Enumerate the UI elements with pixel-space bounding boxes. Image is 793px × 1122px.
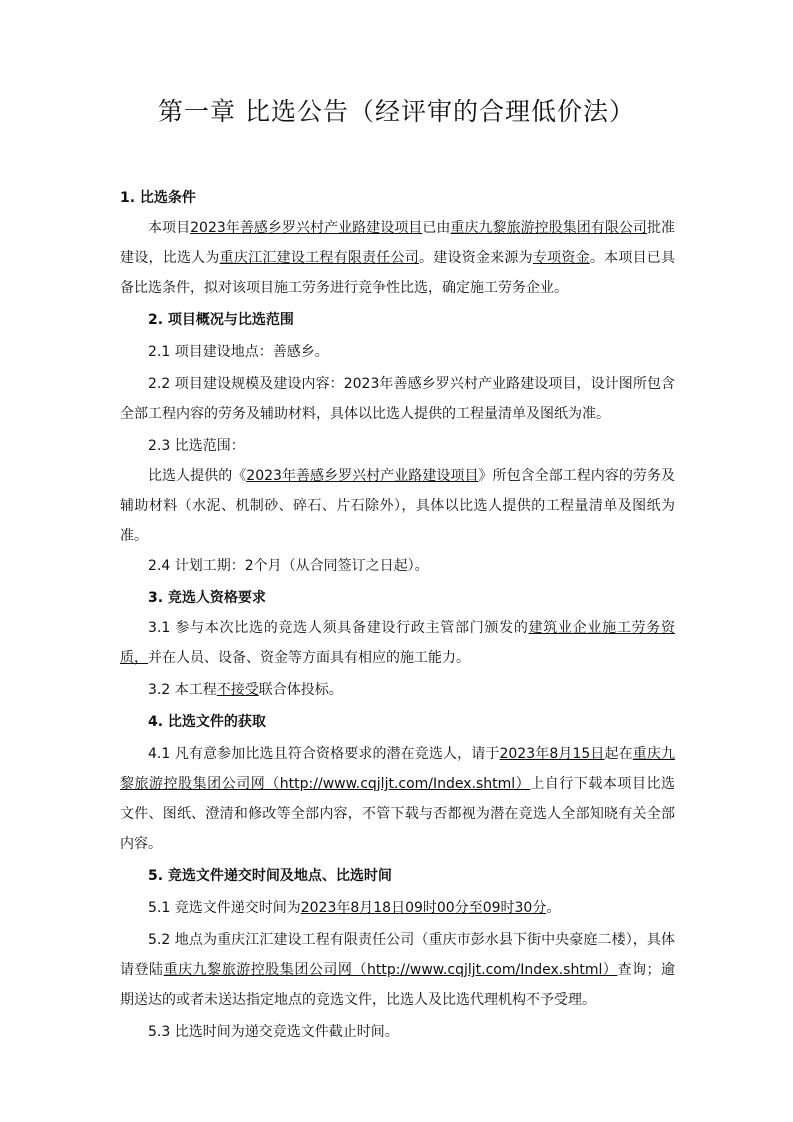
section-5-3: 5.3 比选时间为递交竞选文件截止时间。 <box>148 1024 399 1040</box>
section-4-heading: 4. 比选文件的获取 <box>148 714 266 730</box>
section-2-1: 2.1 项目建设地点：善感乡。 <box>148 344 329 360</box>
section-1-heading: 1. 比选条件 <box>120 190 196 206</box>
section-4-1: 4.1 凡有意参加比选且符合资格要求的潜在竞选人，请于2023年8月15日起在重庆九黎旅游控股集团公司网（http://www.cqjljt.com/Index.shtml）上自行下载本项目比选文件、图纸、澄清和修改等全部内容，不管下载与否都视为潜在竞选人全部知晓有关全部内容。 <box>120 746 675 852</box>
section-2-3-scope: 比选人提供的《2023年善感乡罗兴村产业路建设项目》所包含全部工程内容的劳务及辅助材料（水泥、机制砂、碎石、片石除外），具体以比选人提供的工程量清单及图纸为准。 <box>120 468 676 544</box>
section-5-heading: 5. 竞选文件递交时间及地点、比选时间 <box>148 868 392 884</box>
section-3-heading: 3. 竞选人资格要求 <box>148 590 266 606</box>
section-2-heading: 2. 项目概况与比选范围 <box>148 312 294 328</box>
download-site-link[interactable]: 重庆九黎旅游控股集团公司网（http://www.cqjljt.com/Index.shtml） <box>120 746 675 792</box>
section-2-2: 2.2 项目建设规模及建设内容：2023年善感乡罗兴村产业路建设项目，设计图所包含全部工程内容的劳务及辅助材料，具体以比选人提供的工程量清单及图纸为准。 <box>120 376 675 422</box>
login-site-link[interactable]: 重庆九黎旅游控股集团公司网（http://www.cqjljt.com/Index.shtml） <box>163 962 618 978</box>
section-3-2: 3.2 本工程不接受联合体投标。 <box>148 682 343 698</box>
section-5-1: 5.1 竞选文件递交时间为2023年8月18日09时00分至09时30分。 <box>148 900 561 916</box>
section-5-2: 5.2 地点为重庆江汇建设工程有限责任公司（重庆市彭水县下街中央豪庭二楼），具体请登陆重庆九黎旅游控股集团公司网（http://www.cqjljt.com/Index.shtml）查询；逾期送达的或者未送达指定地点的竞选文件，比选人及比选代理机构不予受理。 <box>120 932 676 1008</box>
section-1-paragraph: 本项目2023年善感乡罗兴村产业路建设项目已由重庆九黎旅游控股集团有限公司批准建设，比选人为重庆江汇建设工程有限责任公司。建设资金来源为专项资金。本项目已具备比选条件，拟对该项目施工劳务进行竞争性比选，确定施工劳务企业。 <box>120 220 676 296</box>
section-2-3: 2.3 比选范围： <box>148 438 245 454</box>
document-body <box>120 183 675 1047</box>
document-title: 第一章 比选公告（经评审的合理低价法） <box>158 97 635 126</box>
section-2-4: 2.4 计划工期：2个月（从合同签订之日起）。 <box>148 558 429 574</box>
section-3-1: 3.1 参与本次比选的竞选人须具备建设行政主管部门颁发的建筑业企业施工劳务资质，并在人员、设备、资金等方面具有相应的施工能力。 <box>120 620 676 666</box>
